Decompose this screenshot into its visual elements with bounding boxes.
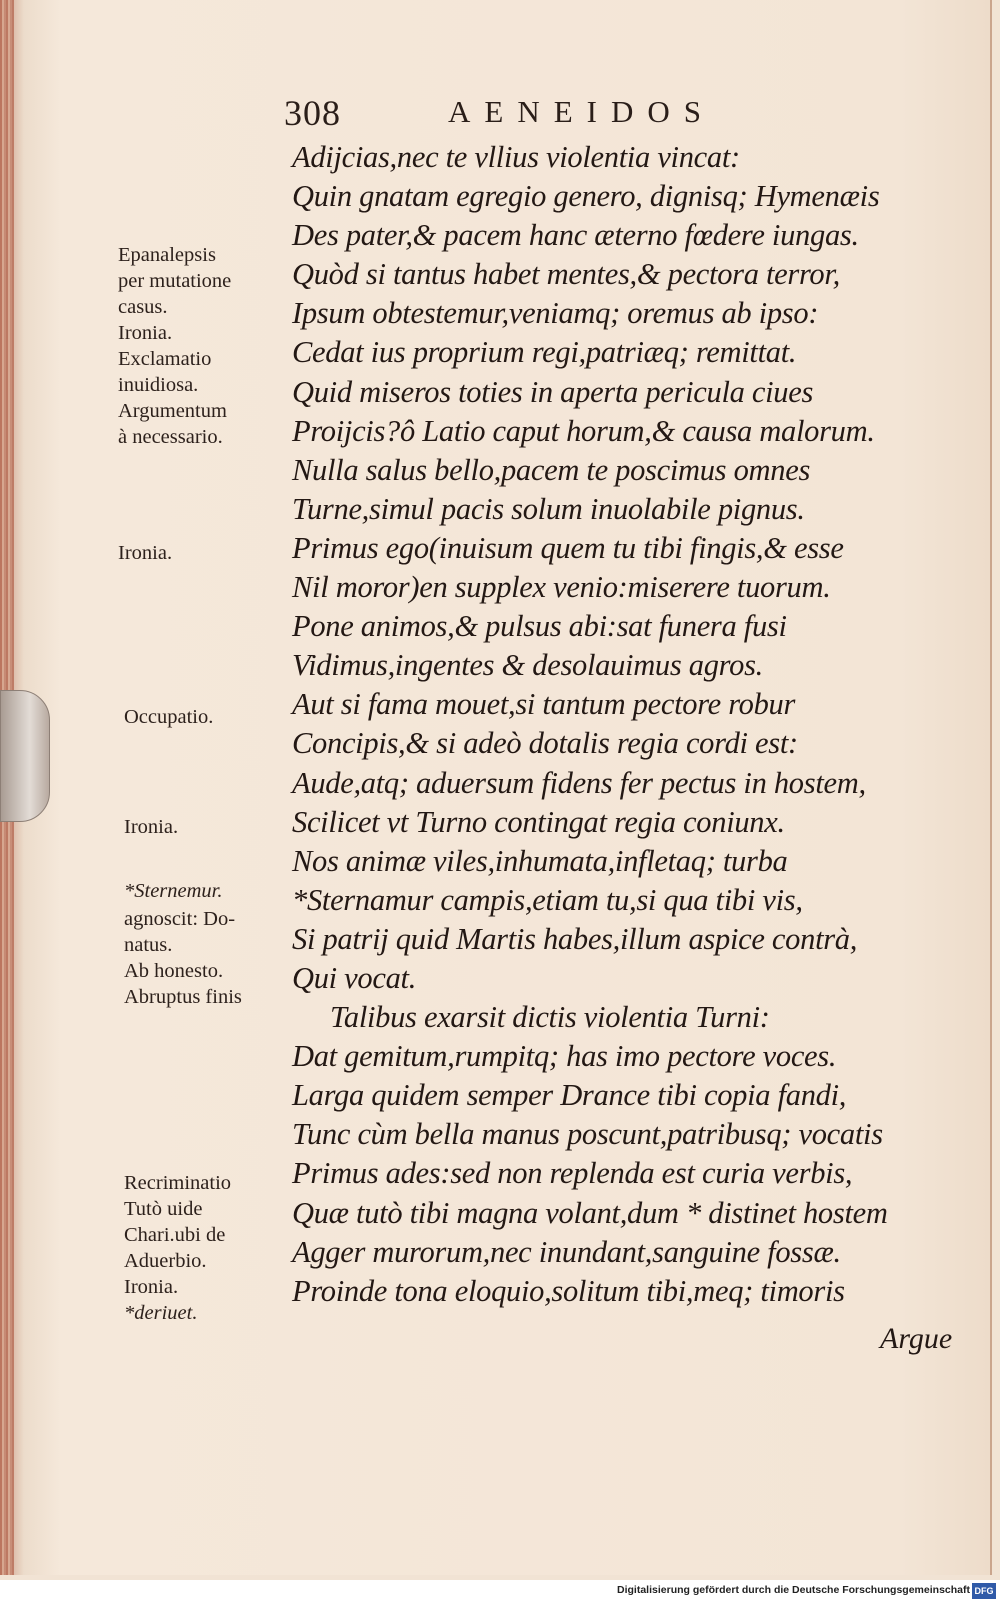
verse-line: Quòd si tantus habet mentes,& pectora terror, (292, 257, 840, 292)
margin-note: Ironia. (118, 542, 173, 564)
funding-note: Digitalisierung gefördert durch die Deutsche Forschungsgemeinschaft (617, 1584, 970, 1596)
margin-note: Abruptus finis (124, 986, 242, 1008)
verse-line: Dat gemitum,rumpitq; has imo pectore voces. (292, 1039, 837, 1074)
verse-line: Nos animæ viles,inhumata,infletaq; turba (292, 843, 788, 878)
verse-line: Tunc cùm bella manus poscunt,patribusq; vocatis (292, 1117, 883, 1152)
running-title: AENEIDOS (448, 94, 715, 129)
margin-note: Ironia. (124, 816, 179, 838)
verse-line: Scilicet vt Turno contingat regia coniunx. (292, 804, 785, 839)
margin-note: à necessario. (118, 426, 223, 448)
verse-line: Aut si fama mouet,si tantum pectore robur (292, 687, 796, 722)
verse-line: Aude,atq; aduersum fidens fer pectus in hostem, (292, 765, 866, 800)
margin-note: Occupatio. (124, 706, 214, 728)
verse-line: Turne,simul pacis solum inuolabile pignus. (292, 491, 805, 526)
verse-line: Proijcis?ô Latio caput horum,& causa malorum. (292, 413, 875, 448)
margin-note: per mutatione (118, 270, 232, 292)
margin-note: Argumentum (118, 400, 227, 422)
verse-line: Nulla salus bello,pacem te poscimus omnes (292, 452, 811, 487)
verse-line: Vidimus,ingentes & desolauimus agros. (292, 648, 763, 683)
verse-line: Proinde tona eloquio,solitum tibi,meq; timoris (292, 1273, 845, 1308)
verse-line: *Sternamur campis,etiam tu,si qua tibi vis, (292, 882, 803, 917)
margin-note: agnoscit: Do- (124, 908, 236, 930)
margin-note: Ironia. (118, 322, 173, 344)
margin-note: inuidiosa. (118, 374, 199, 396)
verse-line: Concipis,& si adeò dotalis regia cordi est: (292, 726, 798, 761)
verse-line: Primus ego(inuisum quem tu tibi fingis,& esse (292, 530, 844, 565)
verse-line: Cedat ius proprium regi,patriæq; remittat. (292, 335, 797, 370)
digitization-footer (0, 1580, 1000, 1604)
margin-note: *Sternemur. (124, 880, 223, 902)
catchword: Argue (880, 1322, 953, 1355)
verse-line: Qui vocat. (292, 960, 417, 995)
page-number: 308 (284, 93, 341, 133)
verse-line: Agger murorum,nec inundant,sanguine fossæ. (292, 1234, 841, 1269)
margin-note: Ab honesto. (124, 960, 224, 982)
margin-note: natus. (124, 934, 173, 956)
margin-note: Tutò uide (124, 1198, 203, 1220)
page-header (284, 92, 804, 132)
verse-line: Quin gnatam egregio genero, dignisq; Hymenæis (292, 179, 880, 214)
verse-line: Quæ tutò tibi magna volant,dum * distinet hostem (292, 1195, 888, 1230)
verse-line: Ipsum obtestemur,veniamq; oremus ab ipso: (292, 296, 819, 331)
verse-line: Larga quidem semper Drance tibi copia fandi, (292, 1078, 847, 1113)
margin-note: casus. (118, 296, 168, 318)
margin-note: Recriminatio (124, 1172, 232, 1194)
verse-line: Des pater,& pacem hanc æterno fœdere iungas. (292, 218, 859, 253)
verse-line: Quid miseros toties in aperta pericula ciues (292, 374, 814, 409)
verse-line: Si patrij quid Martis habes,illum aspice contrà, (292, 921, 858, 956)
verse-line: Nil moror)en supplex venio:miserere tuorum. (292, 570, 831, 605)
verse-text (292, 138, 972, 1311)
margin-note: Ironia. (124, 1276, 179, 1298)
margin-note: Chari.ubi de (124, 1224, 226, 1246)
margin-note: Exclamatio (118, 348, 212, 370)
verse-line: Pone animos,& pulsus abi:sat funera fusi (292, 609, 787, 644)
dfg-logo: DFG (972, 1583, 996, 1599)
verse-line: Primus ades:sed non replenda est curia verbis, (292, 1156, 853, 1191)
verse-line: Adijcias,nec te vllius violentia vincat: (292, 140, 740, 174)
margin-note: *deriuet. (124, 1302, 198, 1324)
page-clip (0, 690, 50, 822)
margin-note: Aduerbio. (124, 1250, 207, 1272)
margin-note: Epanalepsis (118, 244, 216, 266)
verse-line: Talibus exarsit dictis violentia Turni: (330, 1000, 770, 1035)
